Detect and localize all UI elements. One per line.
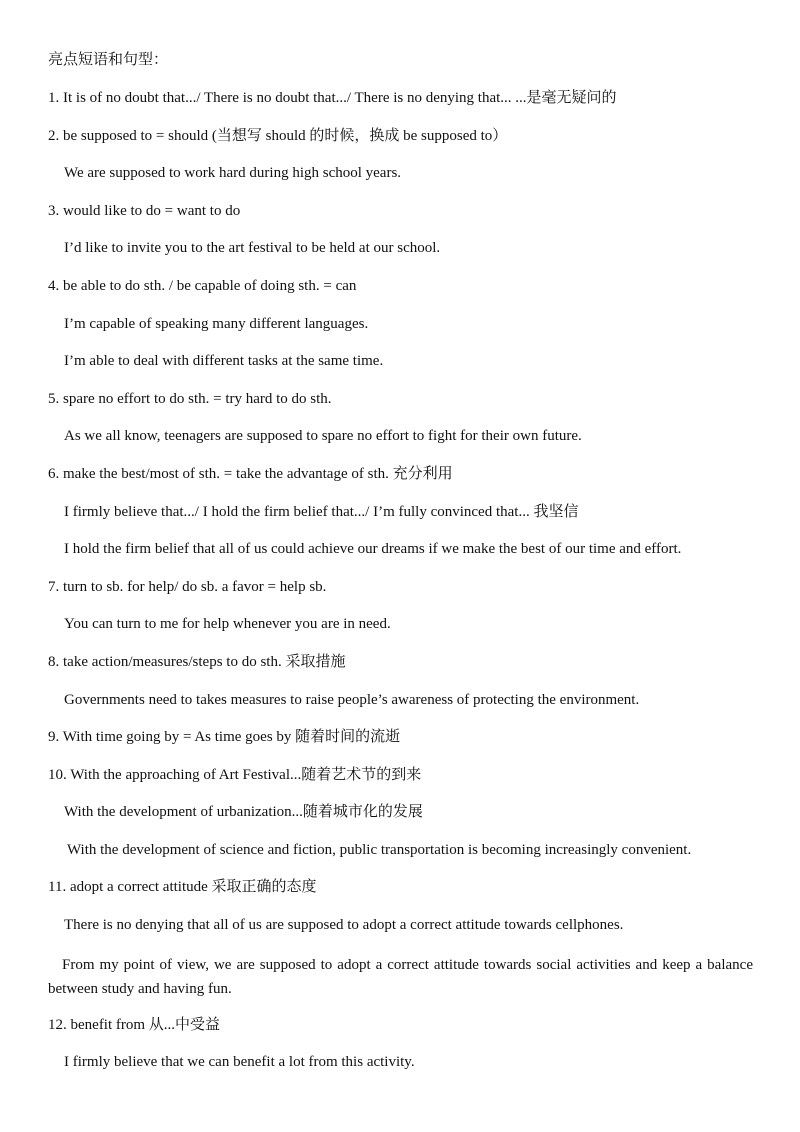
phrase-item-4: 4. be able to do sth. / be capable of doing sth. = can xyxy=(48,277,357,294)
phrase-item-9: 9. With time going by = As time goes by 随着时间的流逝 xyxy=(48,729,401,746)
phrase-item-2: 2. be supposed to = should (当想写 should 的时候，换成 be supposed to） xyxy=(48,127,508,144)
document-page xyxy=(48,50,753,1090)
phrase-item-1: 1. It is of no doubt that.../ There is no doubt that.../ There is no denying that... ...是毫无疑问的 xyxy=(48,90,617,106)
phrase-item-10: 10. With the approaching of Art Festival...随着艺术节的到来 xyxy=(48,766,422,783)
phrase-item-5: 5. spare no effort to do sth. = try hard to do sth. xyxy=(48,390,332,407)
example-sentence: I hold the firm belief that all of us could achieve our dreams if we make the best of our time and effort. xyxy=(64,541,682,558)
example-sentence: Governments need to takes measures to raise people’s awareness of protecting the environment. xyxy=(64,691,640,708)
phrase-item-6: 6. make the best/most of sth. = take the advantage of sth. 充分利用 xyxy=(48,465,453,482)
example-sentence: From my point of view, we are supposed to adopt a correct attitude towards social activities and keep a balance between study and having fun. xyxy=(48,956,753,997)
example-sentence: As we all know, teenagers are supposed to spare no effort to fight for their own future. xyxy=(64,428,582,445)
example-sentence: I’m able to deal with different tasks at the same time. xyxy=(64,353,384,370)
example-sentence: I’m capable of speaking many different languages. xyxy=(64,315,369,332)
example-sentence: I’d like to invite you to the art festival to be held at our school. xyxy=(64,240,441,257)
phrase-item-3: 3. would like to do = want to do xyxy=(48,202,241,219)
example-sentence: You can turn to me for help whenever you are in need. xyxy=(64,616,391,633)
example-sentence: I firmly believe that.../ I hold the firm belief that.../ I’m fully convinced that... 我坚信 xyxy=(64,503,579,520)
phrase-item-12: 12. benefit from 从...中受益 xyxy=(48,1016,221,1033)
phrase-item-7: 7. turn to sb. for help/ do sb. a favor = help sb. xyxy=(48,578,327,595)
phrase-item-11: 11. adopt a correct attitude 采取正确的态度 xyxy=(48,879,317,896)
example-sentence: There is no denying that all of us are supposed to adopt a correct attitude towards cellphones. xyxy=(64,917,624,934)
phrase-item-8: 8. take action/measures/steps to do sth. 采取措施 xyxy=(48,653,346,670)
example-sentence: We are supposed to work hard during high school years. xyxy=(64,165,402,182)
section-title: 亮点短语和句型： xyxy=(48,52,169,68)
example-sentence: With the development of science and fiction, public transportation is becoming increasingly convenient. xyxy=(67,841,692,858)
example-sentence: I firmly believe that we can benefit a lot from this activity. xyxy=(64,1054,415,1071)
example-sentence: With the development of urbanization...随着城市化的发展 xyxy=(64,804,423,821)
